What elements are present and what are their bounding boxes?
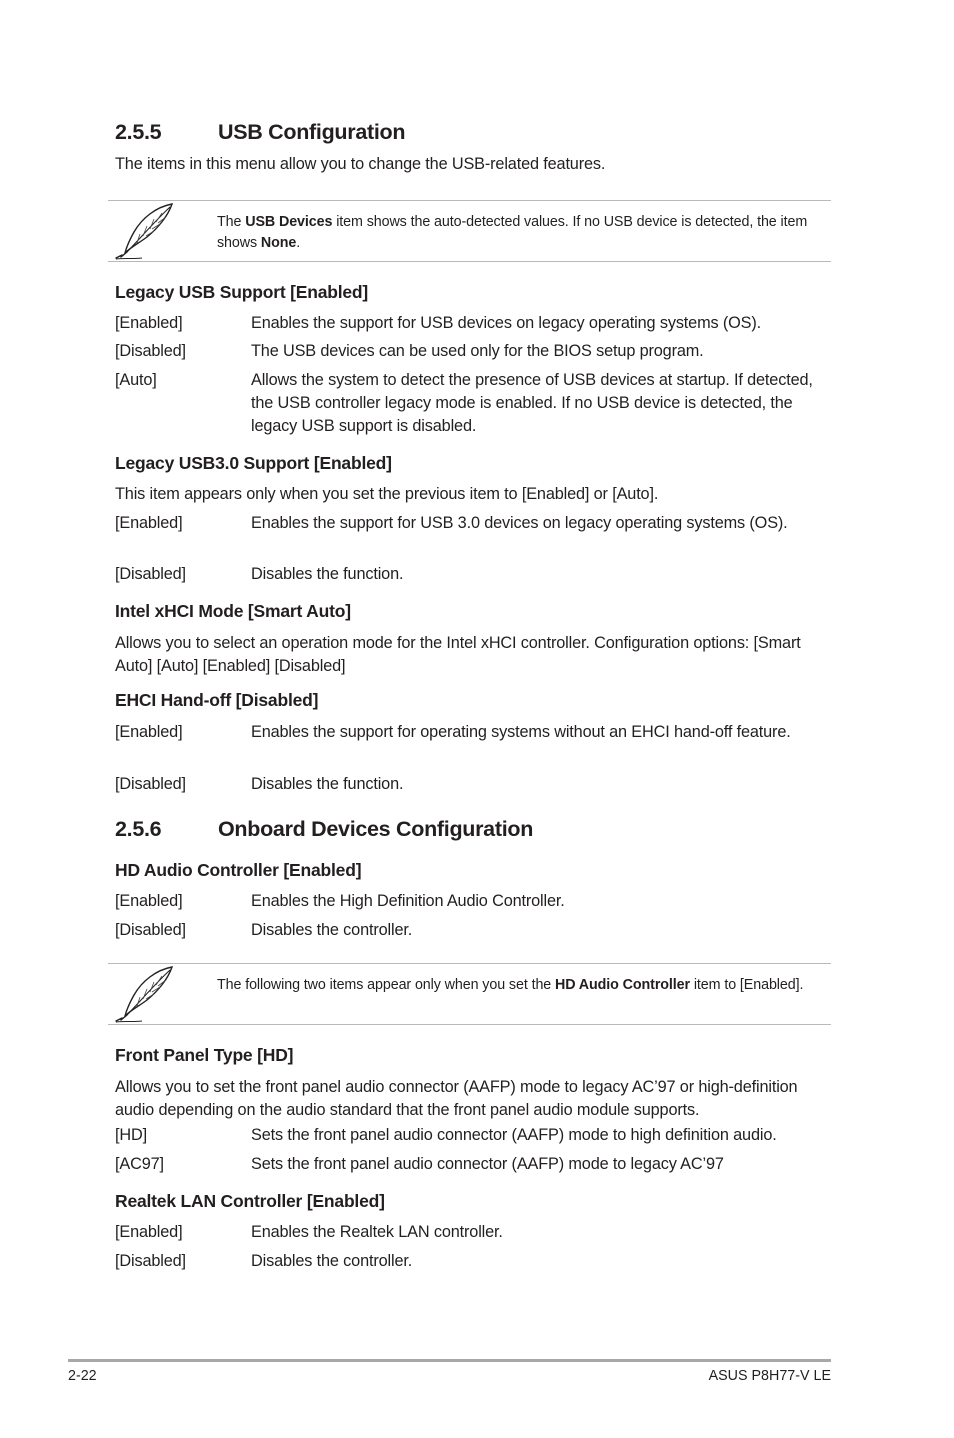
option-key: [Disabled]: [115, 775, 186, 793]
page-number: 2-22: [68, 1368, 97, 1384]
note-bold-value: None: [260, 235, 297, 251]
option-desc: Enables the support for operating systems without an EHCI hand-off feature.: [251, 723, 791, 741]
item-heading-front-panel: Front Panel Type [HD]: [115, 1045, 294, 1065]
item-heading-xhci-mode: Intel xHCI Mode [Smart Auto]: [115, 601, 351, 621]
option-desc: Disables the controller.: [251, 921, 413, 939]
option-row: [115, 563, 835, 586]
option-row: [115, 1153, 835, 1176]
option-key: [Disabled]: [115, 342, 186, 360]
option-desc: Enables the High Definition Audio Controller.: [251, 892, 565, 910]
item-heading-realtek-lan: Realtek LAN Controller [Enabled]: [115, 1191, 385, 1211]
note-bold-term: USB Devices: [245, 214, 333, 230]
section-title-onboard-devices: [115, 817, 533, 842]
note-text: The following two items appear only when you set the HD Audio Controller item to [Enabled].: [217, 977, 804, 993]
item-heading-ehci-handoff: EHCI Hand-off [Disabled]: [115, 690, 319, 710]
option-desc: Sets the front panel audio connector (AAFP) mode to legacy AC’97: [251, 1155, 724, 1173]
feather-pen-icon: [112, 202, 178, 260]
section-number: 2.5.5: [115, 120, 162, 144]
option-row: [115, 312, 835, 335]
section-title-usb-configuration: [115, 120, 405, 145]
option-key: [Disabled]: [115, 1252, 186, 1270]
section-title-text: USB Configuration: [218, 120, 406, 144]
feather-pen-icon: [112, 965, 178, 1023]
option-key: [AC97]: [115, 1155, 164, 1173]
note-box: [108, 963, 831, 1025]
option-desc: Disables the function.: [251, 775, 404, 793]
option-desc: Enables the support for USB 3.0 devices on legacy operating systems (OS).: [251, 514, 788, 532]
option-desc: Sets the front panel audio connector (AAFP) mode to high definition audio.: [251, 1126, 777, 1144]
option-row: [115, 890, 835, 913]
section-title-text: Onboard Devices Configuration: [218, 817, 534, 841]
footer-divider: [68, 1359, 831, 1362]
option-row: [115, 721, 835, 744]
option-desc: Enables the Realtek LAN controller.: [251, 1223, 503, 1241]
option-key: [Enabled]: [115, 1223, 183, 1241]
product-name: ASUS P8H77-V LE: [708, 1368, 831, 1384]
option-desc: Allows the system to detect the presence of USB devices at startup. If detected, the USB controller legacy mode is enabled. If no USB device is detected, the legacy USB support is disabled.: [251, 371, 813, 435]
item-description: This item appears only when you set the previous item to [Enabled] or [Auto].: [115, 485, 659, 503]
section-number: 2.5.6: [115, 817, 162, 841]
option-key: [Enabled]: [115, 892, 183, 910]
option-row: [115, 919, 835, 942]
option-key: [Enabled]: [115, 514, 183, 532]
option-desc: Disables the controller.: [251, 1252, 413, 1270]
note-text: The USB Devices item shows the auto-detected values. If no USB device is detected, the item shows None.: [217, 214, 808, 251]
option-row: [115, 369, 835, 438]
note-box: [108, 200, 831, 262]
option-key: [HD]: [115, 1126, 147, 1144]
item-description: Allows you to set the front panel audio connector (AAFP) mode to legacy AC’97 or high-definition audio depending on the audio standard that the front panel audio module supports.: [115, 1078, 798, 1119]
option-row: [115, 1124, 835, 1147]
item-description: Allows you to select an operation mode for the Intel xHCI controller. Configuration options: [Smart Auto] [Auto] [Enabled] [Disabled]: [115, 634, 801, 675]
option-key: [Disabled]: [115, 921, 186, 939]
option-row: [115, 1250, 835, 1273]
option-row: [115, 773, 835, 796]
option-row: [115, 512, 835, 535]
option-key: [Enabled]: [115, 723, 183, 741]
option-key: [Auto]: [115, 371, 157, 389]
option-desc: Enables the support for USB devices on legacy operating systems (OS).: [251, 314, 761, 332]
option-row: [115, 1221, 835, 1244]
option-row: [115, 340, 835, 363]
option-desc: Disables the function.: [251, 565, 404, 583]
option-key: [Disabled]: [115, 565, 186, 583]
item-heading-legacy-usb: Legacy USB Support [Enabled]: [115, 282, 369, 302]
item-heading-hd-audio: HD Audio Controller [Enabled]: [115, 860, 362, 880]
option-key: [Enabled]: [115, 314, 183, 332]
note-bold-term: HD Audio Controller: [555, 977, 690, 993]
item-heading-legacy-usb3: Legacy USB3.0 Support [Enabled]: [115, 453, 392, 473]
option-desc: The USB devices can be used only for the BIOS setup program.: [251, 342, 704, 360]
section-intro: The items in this menu allow you to change the USB-related features.: [115, 155, 606, 173]
